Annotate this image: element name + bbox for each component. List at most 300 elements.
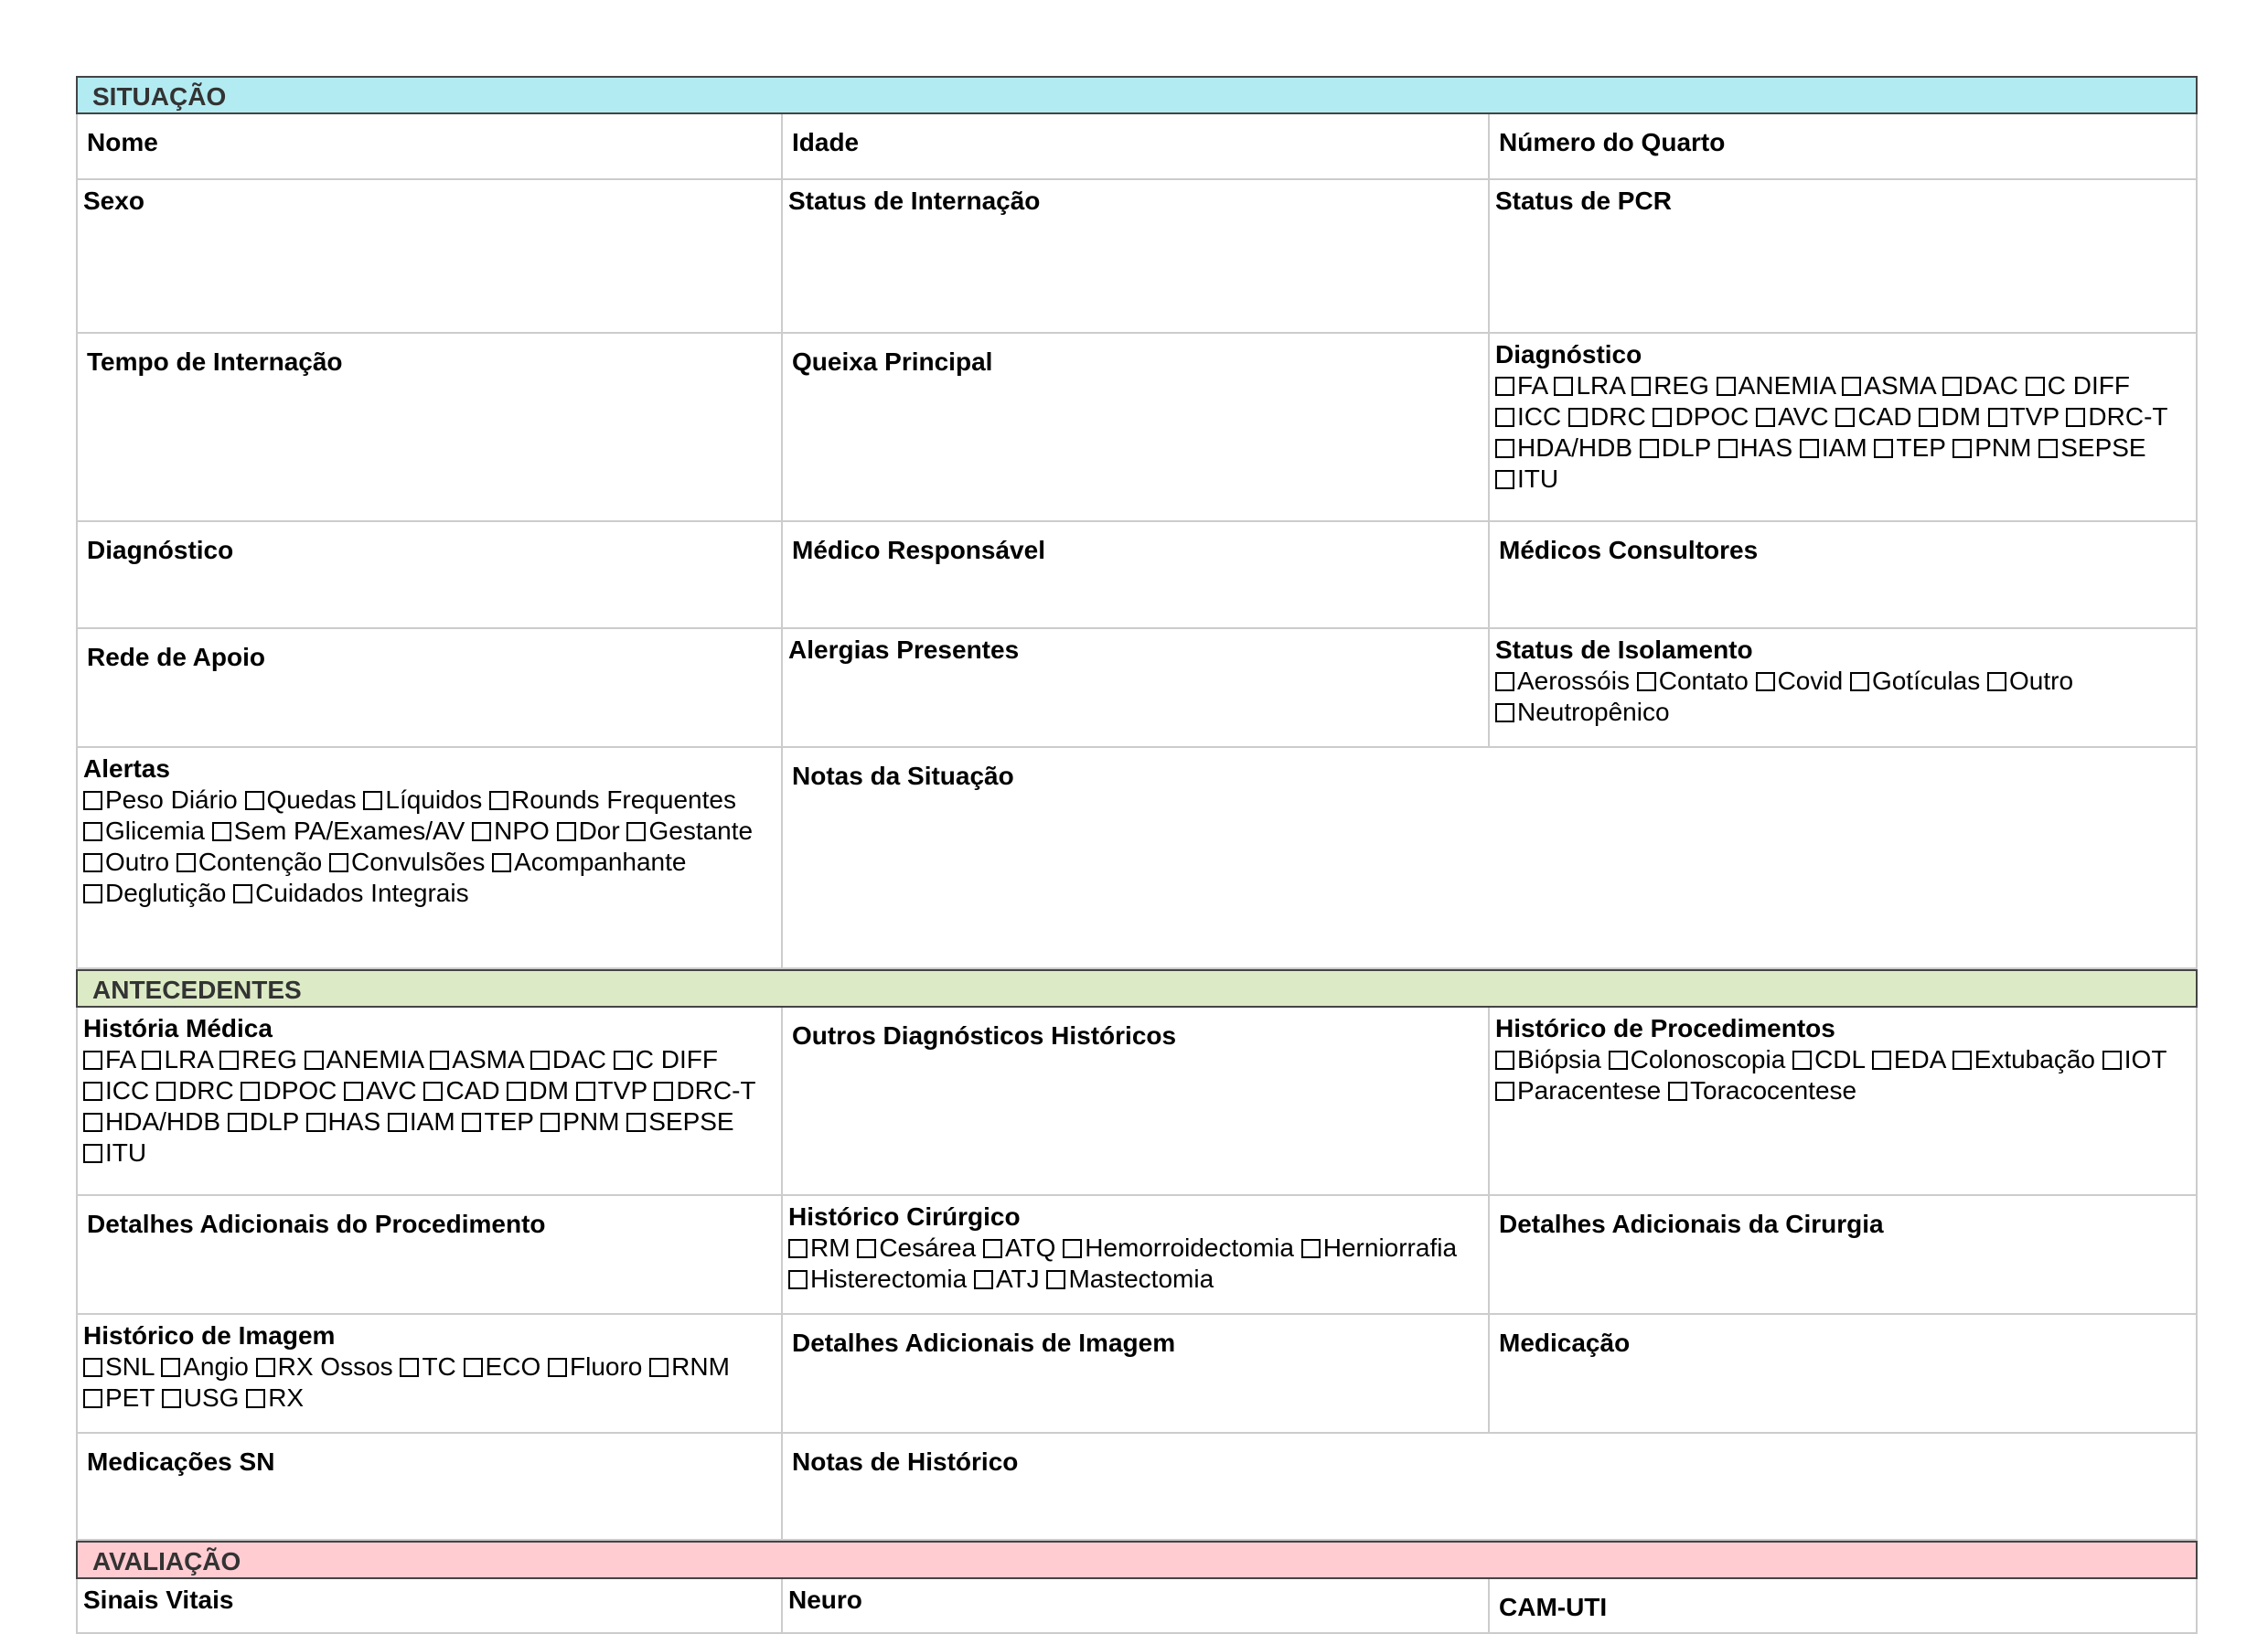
checkbox-label: C DIFF [635, 1045, 718, 1073]
checkbox-icon[interactable] [1653, 408, 1672, 427]
checkbox-label: TEP [1896, 433, 1946, 462]
checkbox-option[interactable] [306, 1107, 381, 1136]
checkbox-icon[interactable] [423, 1082, 443, 1101]
checkbox-label: TVP [2009, 402, 2059, 431]
checkbox-option[interactable] [626, 817, 753, 845]
checkbox-option[interactable] [162, 1383, 240, 1412]
field-label: Outros Diagnósticos Históricos [792, 1021, 1177, 1050]
checkbox-option[interactable] [614, 1045, 718, 1073]
field-label: Detalhes Adicionais de Imagem [792, 1329, 1176, 1357]
field-numero-quarto[interactable] [1490, 114, 2198, 180]
field-notas-historico[interactable] [783, 1434, 2198, 1541]
field-outros-diagnosticos[interactable] [783, 1008, 1490, 1196]
checkbox-label: DAC [1963, 371, 2018, 400]
checkbox-icon[interactable] [788, 1239, 808, 1258]
checkbox-icon[interactable] [1792, 1051, 1812, 1070]
checkbox-icon[interactable] [1850, 672, 1869, 691]
checkbox-icon[interactable] [974, 1270, 993, 1289]
checkbox-label: PNM [1974, 433, 2032, 462]
checkbox-option[interactable] [400, 1352, 455, 1381]
checkbox-label: Colonoscopia [1630, 1045, 1786, 1073]
checkbox-icon[interactable] [614, 1051, 633, 1070]
checkbox-option[interactable] [83, 1352, 154, 1381]
checkbox-label: DM [529, 1076, 569, 1105]
checkbox-option[interactable] [464, 1352, 541, 1381]
checkbox-icon[interactable] [1063, 1239, 1082, 1258]
field-label: Neuro [788, 1586, 862, 1614]
checkbox-option[interactable] [423, 1076, 499, 1105]
checkbox-label: RM [810, 1234, 850, 1262]
checkbox-icon[interactable] [1495, 672, 1514, 691]
checkbox-label: DRC [178, 1076, 234, 1105]
checkbox-option[interactable] [1717, 371, 1835, 400]
checkbox-option[interactable] [1756, 667, 1844, 695]
checkbox-icon[interactable] [557, 822, 576, 841]
checkbox-group [1495, 666, 2190, 728]
checkbox-icon[interactable] [857, 1239, 876, 1258]
checkbox-icon[interactable] [388, 1113, 407, 1132]
checkbox-icon[interactable] [548, 1358, 567, 1377]
checkbox-icon[interactable] [1842, 377, 1861, 396]
checkbox-icon[interactable] [233, 884, 252, 903]
field-cam-uti[interactable] [1490, 1579, 2198, 1634]
field-detalhes-procedimento[interactable] [76, 1196, 783, 1315]
checkbox-icon[interactable] [1872, 1051, 1891, 1070]
checkbox-option[interactable] [1301, 1234, 1457, 1262]
checkbox-label: Sem PA/Exames/AV [233, 817, 465, 845]
checkbox-icon[interactable] [1717, 377, 1736, 396]
checkbox-option[interactable] [462, 1107, 533, 1136]
checkbox-icon[interactable] [530, 1051, 550, 1070]
checkbox-icon[interactable] [161, 1358, 180, 1377]
checkbox-icon[interactable] [83, 1082, 102, 1101]
field-label: Diagnóstico [1495, 340, 1642, 368]
checkbox-label: Cesárea [879, 1234, 977, 1262]
checkbox-icon[interactable] [983, 1239, 1002, 1258]
checkbox-icon[interactable] [1495, 1051, 1514, 1070]
field-label: Histórico de Imagem [83, 1321, 336, 1350]
checkbox-icon[interactable] [400, 1358, 419, 1377]
checkbox-option[interactable] [2038, 433, 2145, 462]
checkbox-option[interactable] [305, 1045, 423, 1073]
checkbox-option[interactable] [83, 817, 205, 845]
checkbox-icon[interactable] [83, 1144, 102, 1163]
checkbox-label: DM [1941, 402, 1981, 431]
checkbox-option[interactable] [228, 1107, 299, 1136]
checkbox-label: DPOC [262, 1076, 337, 1105]
checkbox-option[interactable] [472, 817, 550, 845]
field-label: CAM-UTI [1499, 1593, 1608, 1621]
checkbox-option[interactable] [83, 879, 226, 907]
field-label: Status de PCR [1495, 187, 1672, 215]
checkbox-icon[interactable] [1942, 377, 1962, 396]
checkbox-option[interactable] [1800, 433, 1867, 462]
checkbox-label: ASMA [1864, 371, 1936, 400]
checkbox-option[interactable] [2026, 371, 2130, 400]
checkbox-option[interactable] [1495, 465, 1558, 493]
checkbox-label: TEP [484, 1107, 534, 1136]
field-label: Medicações SN [87, 1447, 275, 1476]
checkbox-label: HAS [327, 1107, 381, 1136]
checkbox-option[interactable] [1495, 433, 1632, 462]
field-medicacoes-sn[interactable] [76, 1434, 783, 1541]
field-medico-responsavel[interactable] [783, 522, 1490, 629]
checkbox-option[interactable] [212, 817, 465, 845]
checkbox-icon[interactable] [83, 1389, 102, 1408]
checkbox-icon[interactable] [1554, 377, 1573, 396]
checkbox-label: Glicemia [105, 817, 205, 845]
checkbox-option[interactable] [388, 1107, 455, 1136]
field-label: Número do Quarto [1499, 128, 1726, 156]
checkbox-icon[interactable] [83, 822, 102, 841]
checkbox-label: RX Ossos [277, 1352, 393, 1381]
checkbox-option[interactable] [548, 1352, 642, 1381]
checkbox-icon[interactable] [1756, 408, 1775, 427]
checkbox-icon[interactable] [1495, 377, 1514, 396]
checkbox-label: Contenção [198, 848, 323, 876]
checkbox-icon[interactable] [2026, 377, 2045, 396]
checkbox-option[interactable] [1495, 371, 1547, 400]
field-sinais-vitais[interactable] [76, 1579, 783, 1634]
checkbox-label: FA [1517, 371, 1547, 400]
checkbox-label: Gestante [648, 817, 754, 845]
checkbox-option[interactable] [83, 1383, 155, 1412]
checkbox-label: DRC-T [676, 1076, 755, 1105]
checkbox-icon[interactable] [464, 1358, 483, 1377]
checkbox-option[interactable] [2066, 402, 2167, 431]
checkbox-option[interactable] [626, 1107, 733, 1136]
field-rede-apoio[interactable] [76, 629, 783, 748]
checkbox-label: AVC [1778, 402, 1829, 431]
field-status-internacao[interactable] [783, 180, 1490, 334]
checkbox-option[interactable] [83, 1045, 135, 1073]
field-label: Sexo [83, 187, 144, 215]
checkbox-icon[interactable] [256, 1358, 275, 1377]
checkbox-icon[interactable] [540, 1113, 560, 1132]
checkbox-option[interactable] [1842, 371, 1935, 400]
checkbox-option[interactable] [788, 1234, 850, 1262]
checkbox-icon[interactable] [306, 1113, 326, 1132]
checkbox-option[interactable] [256, 1352, 393, 1381]
checkbox-option[interactable] [363, 785, 482, 814]
field-label: Alergias Presentes [788, 635, 1020, 664]
checkbox-icon[interactable] [1919, 408, 1938, 427]
checkbox-option[interactable] [649, 1352, 730, 1381]
checkbox-option[interactable] [241, 1076, 337, 1105]
checkbox-option[interactable] [161, 1352, 249, 1381]
checkbox-icon[interactable] [1301, 1239, 1321, 1258]
field-medicacao[interactable] [1490, 1315, 2198, 1434]
field-label: Queixa Principal [792, 347, 993, 376]
checkbox-icon[interactable] [1495, 439, 1514, 458]
checkbox-label: SEPSE [648, 1107, 734, 1136]
checkbox-icon[interactable] [177, 853, 196, 872]
field-label: Histórico de Procedimentos [1495, 1014, 1835, 1042]
checkbox-label: ECO [485, 1352, 541, 1381]
checkbox-icon[interactable] [142, 1051, 161, 1070]
field-alertas [76, 748, 783, 969]
field-queixa-principal[interactable] [783, 334, 1490, 522]
checkbox-icon[interactable] [1756, 672, 1775, 691]
checkbox-label: IAM [409, 1107, 455, 1136]
checkbox-label: IOT [2124, 1045, 2166, 1073]
checkbox-icon[interactable] [162, 1389, 181, 1408]
checkbox-icon[interactable] [1495, 408, 1514, 427]
checkbox-label: Angio [183, 1352, 249, 1381]
checkbox-icon[interactable] [1668, 1082, 1687, 1101]
checkbox-icon[interactable] [1631, 377, 1651, 396]
checkbox-icon[interactable] [489, 791, 508, 810]
form-sheet [76, 76, 2198, 1634]
field-label: História Médica [83, 1014, 273, 1042]
checkbox-icon[interactable] [344, 1082, 363, 1101]
checkbox-label: Outro [105, 848, 170, 876]
checkbox-option[interactable] [1554, 371, 1624, 400]
field-notas-situacao[interactable] [783, 748, 2198, 969]
checkbox-label: HDA/HDB [1517, 433, 1633, 462]
checkbox-icon[interactable] [228, 1113, 247, 1132]
checkbox-option[interactable] [83, 848, 169, 876]
field-label: Histórico Cirúrgico [788, 1202, 1021, 1231]
checkbox-label: ITU [1517, 465, 1559, 493]
checkbox-option[interactable] [857, 1234, 976, 1262]
checkbox-option[interactable] [1987, 667, 2073, 695]
checkbox-option[interactable] [156, 1076, 234, 1105]
checkbox-icon[interactable] [1800, 439, 1819, 458]
checkbox-icon[interactable] [2066, 408, 2085, 427]
checkbox-option[interactable] [1835, 402, 1911, 431]
checkbox-icon[interactable] [654, 1082, 673, 1101]
checkbox-option[interactable] [1495, 667, 1630, 695]
field-diagnostico[interactable] [76, 522, 783, 629]
checkbox-icon[interactable] [649, 1358, 669, 1377]
checkbox-label: C DIFF [2047, 371, 2130, 400]
checkbox-icon[interactable] [1835, 408, 1855, 427]
checkbox-icon[interactable] [430, 1051, 449, 1070]
field-historico-cirurgico [783, 1196, 1490, 1315]
field-status-pcr[interactable] [1490, 180, 2198, 334]
checkbox-group [788, 1233, 1482, 1295]
checkbox-option[interactable] [489, 785, 736, 814]
checkbox-label: REG [241, 1045, 297, 1073]
checkbox-label: Herniorrafia [1322, 1234, 1458, 1262]
checkbox-option[interactable] [492, 848, 686, 876]
field-status-isolamento [1490, 629, 2198, 748]
field-label: Detalhes Adicionais do Procedimento [87, 1210, 546, 1238]
checkbox-option[interactable] [329, 848, 485, 876]
checkbox-option[interactable] [1756, 402, 1829, 431]
checkbox-icon[interactable] [1495, 703, 1514, 722]
checkbox-icon[interactable] [83, 1051, 102, 1070]
checkbox-label: TVP [597, 1076, 647, 1105]
field-label: Status de Internação [788, 187, 1041, 215]
checkbox-option[interactable] [233, 879, 468, 907]
field-idade[interactable] [783, 114, 1490, 180]
checkbox-option[interactable] [1718, 433, 1793, 462]
checkbox-icon[interactable] [305, 1051, 324, 1070]
checkbox-icon[interactable] [1640, 439, 1659, 458]
checkbox-icon[interactable] [1637, 672, 1656, 691]
checkbox-option[interactable] [83, 1107, 220, 1136]
checkbox-option[interactable] [246, 1383, 304, 1412]
checkbox-icon[interactable] [462, 1113, 481, 1132]
checkbox-icon[interactable] [576, 1082, 595, 1101]
checkbox-option[interactable] [1640, 433, 1711, 462]
checkbox-icon[interactable] [1952, 1051, 1972, 1070]
checkbox-icon[interactable] [626, 1113, 646, 1132]
checkbox-icon[interactable] [246, 1389, 265, 1408]
checkbox-group [83, 1351, 776, 1414]
checkbox-icon[interactable] [2038, 439, 2058, 458]
checkbox-icon[interactable] [492, 853, 511, 872]
field-nome[interactable] [76, 114, 783, 180]
field-label: Notas de Histórico [792, 1447, 1019, 1476]
checkbox-option[interactable] [788, 1265, 967, 1293]
checkbox-icon[interactable] [1952, 439, 1972, 458]
checkbox-option[interactable] [1495, 1045, 1601, 1073]
checkbox-icon[interactable] [329, 853, 348, 872]
checkbox-option[interactable] [1653, 402, 1749, 431]
checkbox-option[interactable] [1637, 667, 1749, 695]
checkbox-icon[interactable] [626, 822, 646, 841]
field-detalhes-cirurgia[interactable] [1490, 1196, 2198, 1315]
checkbox-label: FA [105, 1045, 135, 1073]
checkbox-option[interactable] [1631, 371, 1709, 400]
checkbox-option[interactable] [507, 1076, 569, 1105]
checkbox-icon[interactable] [156, 1082, 176, 1101]
checkbox-label: Gotículas [1871, 667, 1981, 695]
checkbox-option[interactable] [219, 1045, 297, 1073]
checkbox-icon[interactable] [472, 822, 491, 841]
field-label: Notas da Situação [792, 762, 1014, 790]
checkbox-option[interactable] [1952, 433, 2031, 462]
checkbox-option[interactable] [530, 1045, 606, 1073]
checkbox-icon[interactable] [1568, 408, 1588, 427]
checkbox-option[interactable] [142, 1045, 212, 1073]
checkbox-label: HAS [1739, 433, 1793, 462]
checkbox-option[interactable] [1063, 1234, 1294, 1262]
checkbox-icon[interactable] [83, 1358, 102, 1377]
checkbox-option[interactable] [654, 1076, 755, 1105]
checkbox-option[interactable] [974, 1265, 1040, 1293]
checkbox-icon[interactable] [2102, 1051, 2122, 1070]
checkbox-icon[interactable] [83, 1113, 102, 1132]
checkbox-icon[interactable] [1988, 408, 2007, 427]
checkbox-icon[interactable] [83, 791, 102, 810]
checkbox-option[interactable] [1046, 1265, 1214, 1293]
checkbox-option[interactable] [1495, 402, 1561, 431]
checkbox-option[interactable] [2102, 1045, 2166, 1073]
checkbox-label: Hemorroidectomia [1085, 1234, 1294, 1262]
checkbox-option[interactable] [83, 1138, 146, 1167]
checkbox-label: PET [105, 1383, 155, 1412]
checkbox-label: Quedas [266, 785, 357, 814]
checkbox-option[interactable] [1568, 402, 1646, 431]
checkbox-option[interactable] [540, 1107, 619, 1136]
checkbox-icon[interactable] [507, 1082, 526, 1101]
checkbox-icon[interactable] [241, 1082, 260, 1101]
checkbox-group [83, 1044, 776, 1169]
checkbox-icon[interactable] [1874, 439, 1893, 458]
checkbox-label: Mastectomia [1068, 1265, 1214, 1293]
checkbox-label: REG [1653, 371, 1709, 400]
section-header-situacao: SITUAÇÃO [76, 76, 2198, 114]
checkbox-option[interactable] [1952, 1045, 2095, 1073]
checkbox-label: ANEMIA [1738, 371, 1835, 400]
checkbox-label: CDL [1814, 1045, 1866, 1073]
checkbox-label: Neutropênico [1517, 698, 1670, 726]
field-tempo-internacao[interactable] [76, 334, 783, 522]
checkbox-option[interactable] [1495, 1076, 1661, 1105]
checkbox-icon[interactable] [219, 1051, 239, 1070]
checkbox-label: EDA [1893, 1045, 1945, 1073]
checkbox-option[interactable] [1850, 667, 1980, 695]
field-sexo[interactable] [76, 180, 783, 334]
checkbox-icon[interactable] [83, 884, 102, 903]
checkbox-icon[interactable] [1046, 1270, 1065, 1289]
checkbox-label: Líquidos [385, 785, 483, 814]
checkbox-icon[interactable] [788, 1270, 808, 1289]
checkbox-option[interactable] [344, 1076, 417, 1105]
checkbox-option[interactable] [430, 1045, 523, 1073]
checkbox-option[interactable] [1919, 402, 1981, 431]
checkbox-option[interactable] [1792, 1045, 1865, 1073]
field-label: Nome [87, 128, 158, 156]
checkbox-icon[interactable] [363, 791, 382, 810]
field-label: Sinais Vitais [83, 1586, 234, 1614]
checkbox-label: DPOC [1674, 402, 1749, 431]
checkbox-icon[interactable] [83, 853, 102, 872]
checkbox-option[interactable] [245, 785, 357, 814]
checkbox-option[interactable] [1668, 1076, 1856, 1105]
checkbox-label: LRA [164, 1045, 213, 1073]
checkbox-icon[interactable] [1987, 672, 2006, 691]
checkbox-label: Contato [1658, 667, 1749, 695]
checkbox-label: Outro [2009, 667, 2074, 695]
checkbox-label: Fluoro [570, 1352, 643, 1381]
field-medicos-consultores[interactable] [1490, 522, 2198, 629]
checkbox-option[interactable] [177, 848, 322, 876]
checkbox-label: NPO [494, 817, 550, 845]
checkbox-option[interactable] [83, 785, 238, 814]
field-detalhes-imagem[interactable] [783, 1315, 1490, 1434]
checkbox-icon[interactable] [1609, 1051, 1628, 1070]
checkbox-option[interactable] [1609, 1045, 1786, 1073]
checkbox-option[interactable] [1874, 433, 1945, 462]
field-alergias[interactable] [783, 629, 1490, 748]
checkbox-icon[interactable] [1495, 1082, 1514, 1101]
checkbox-label: ASMA [452, 1045, 524, 1073]
checkbox-option[interactable] [83, 1076, 149, 1105]
checkbox-icon[interactable] [1718, 439, 1738, 458]
checkbox-option[interactable] [1988, 402, 2059, 431]
checkbox-option[interactable] [576, 1076, 647, 1105]
field-historia-medica [76, 1008, 783, 1196]
checkbox-option[interactable] [983, 1234, 1055, 1262]
checkbox-option[interactable] [1495, 698, 1670, 726]
checkbox-label: Rounds Frequentes [511, 785, 736, 814]
checkbox-option[interactable] [1872, 1045, 1945, 1073]
checkbox-group [83, 785, 776, 909]
checkbox-option[interactable] [557, 817, 620, 845]
checkbox-label: ICC [105, 1076, 150, 1105]
checkbox-label: DRC-T [2088, 402, 2167, 431]
checkbox-option[interactable] [1942, 371, 2018, 400]
checkbox-icon[interactable] [1495, 470, 1514, 489]
field-neuro[interactable] [783, 1579, 1490, 1634]
checkbox-icon[interactable] [212, 822, 231, 841]
checkbox-icon[interactable] [245, 791, 264, 810]
